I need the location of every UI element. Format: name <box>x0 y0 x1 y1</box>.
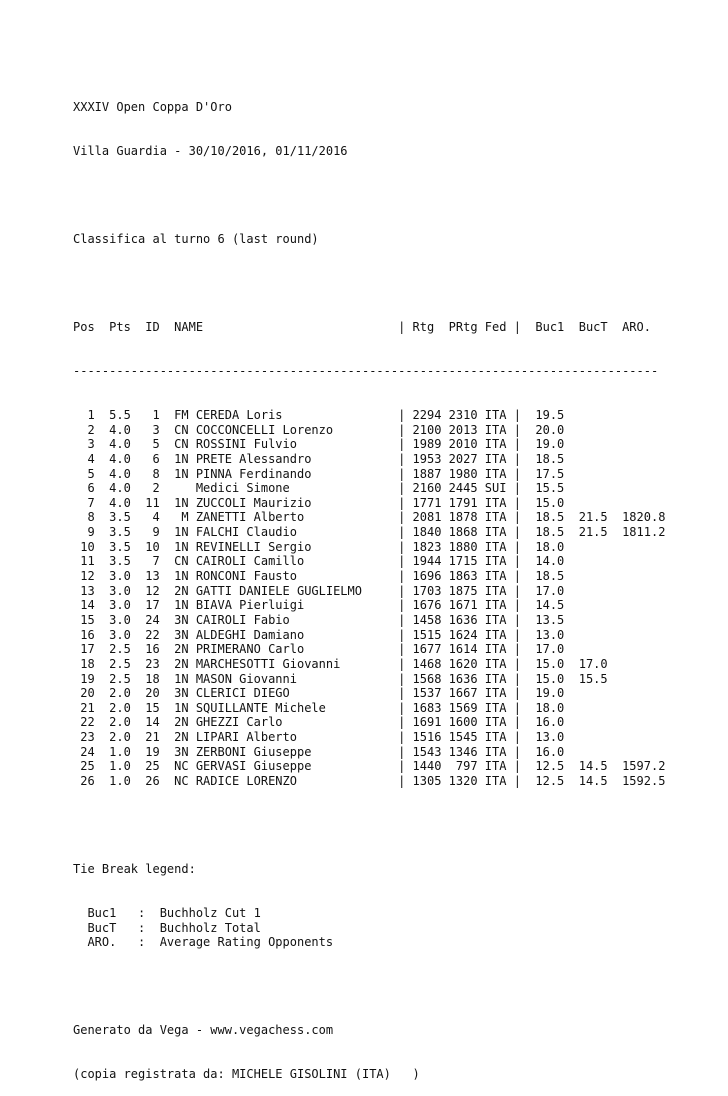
legend-item: BucT : Buchholz Total <box>73 920 261 935</box>
blank-line <box>73 188 665 203</box>
table-row: 4 4.0 6 1N PRETE Alessandro | 1953 2027 ITA | 18.5 <box>73 451 565 466</box>
legend-title: Tie Break legend: <box>73 861 196 876</box>
table-row: 5 4.0 8 1N PINNA Ferdinando | 1887 1980 ITA | 17.5 <box>73 466 565 481</box>
table-row: 23 2.0 21 2N LIPARI Alberto | 1516 1545 ITA | 13.0 <box>73 730 565 745</box>
standings-document <box>73 71 665 1096</box>
table-row: 13 3.0 12 2N GATTI DANIELE GUGLIELMO | 1703 1875 ITA | 17.0 <box>73 583 565 598</box>
table-row: 20 2.0 20 3N CLERICI DIEGO | 1537 1667 ITA | 19.0 <box>73 686 565 701</box>
table-row: 3 4.0 5 CN ROSSINI Fulvio | 1989 2010 ITA | 19.0 <box>73 437 565 452</box>
table-row: 8 3.5 4 M ZANETTI Alberto | 2081 1878 ITA | 18.5 21.5 1820.8 <box>73 510 666 525</box>
blank-line <box>73 979 665 994</box>
blank-line <box>73 818 665 833</box>
table-header: Pos Pts ID NAME | Rtg PRtg Fed | Buc1 BucT ARO. <box>73 320 651 335</box>
table-row: 19 2.5 18 1N MASON Giovanni | 1568 1636 ITA | 15.0 15.5 <box>73 671 608 686</box>
table-row: 10 3.5 10 1N REVINELLI Sergio | 1823 1880 ITA | 18.0 <box>73 539 565 554</box>
standings-table-body <box>73 408 665 789</box>
blank-line <box>73 276 665 291</box>
standings-subtitle: Classifica al turno 6 (last round) <box>73 232 319 247</box>
legend-item: Buc1 : Buchholz Cut 1 <box>73 905 261 920</box>
table-row: 2 4.0 3 CN COCCONCELLI Lorenzo | 2100 2013 ITA | 20.0 <box>73 422 565 437</box>
table-row: 14 3.0 17 1N BIAVA Pierluigi | 1676 1671 ITA | 14.5 <box>73 598 565 613</box>
event-title: XXXIV Open Coppa D'Oro <box>73 100 232 115</box>
table-row: 7 4.0 11 1N ZUCCOLI Maurizio | 1771 1791 ITA | 15.0 <box>73 495 565 510</box>
table-row: 16 3.0 22 3N ALDEGHI Damiano | 1515 1624 ITA | 13.0 <box>73 627 565 642</box>
generated-by: Generato da Vega - www.vegachess.com <box>73 1023 334 1038</box>
table-row: 21 2.0 15 1N SQUILLANTE Michele | 1683 1569 ITA | 18.0 <box>73 700 565 715</box>
table-row: 12 3.0 13 1N RONCONI Fausto | 1696 1863 ITA | 18.5 <box>73 569 565 584</box>
table-row: 17 2.5 16 2N PRIMERANO Carlo | 1677 1614 ITA | 17.0 <box>73 642 565 657</box>
legend-item: ARO. : Average Rating Opponents <box>73 935 334 950</box>
registered-copy: (copia registrata da: MICHELE GISOLINI (ITA) ) <box>73 1067 420 1081</box>
table-row: 26 1.0 26 NC RADICE LORENZO | 1305 1320 ITA | 12.5 14.5 1592.5 <box>73 774 666 788</box>
table-row: 9 3.5 9 1N FALCHI Claudio | 1840 1868 ITA | 18.5 21.5 1811.2 <box>73 525 666 540</box>
table-row: 1 5.5 1 FM CEREDA Loris | 2294 2310 ITA | 19.5 <box>73 407 565 422</box>
table-row: 6 4.0 2 Medici Simone | 2160 2445 SUI | 15.5 <box>73 481 565 496</box>
event-location-dates: Villa Guardia - 30/10/2016, 01/11/2016 <box>73 144 348 159</box>
table-row: 18 2.5 23 2N MARCHESOTTI Giovanni | 1468 1620 ITA | 15.0 17.0 <box>73 656 608 671</box>
legend-list <box>73 906 665 950</box>
table-row: 24 1.0 19 3N ZERBONI Giuseppe | 1543 1346 ITA | 16.0 <box>73 744 565 759</box>
table-row: 15 3.0 24 3N CAIROLI Fabio | 1458 1636 ITA | 13.5 <box>73 612 565 627</box>
table-row: 22 2.0 14 2N GHEZZI Carlo | 1691 1600 ITA | 16.0 <box>73 715 565 730</box>
table-row: 11 3.5 7 CN CAIROLI Camillo | 1944 1715 ITA | 14.0 <box>73 554 565 569</box>
table-row: 25 1.0 25 NC GERVASI Giuseppe | 1440 797 ITA | 12.5 14.5 1597.2 <box>73 759 666 774</box>
table-separator: --------------------------------------------------------------------------------- <box>73 364 659 379</box>
